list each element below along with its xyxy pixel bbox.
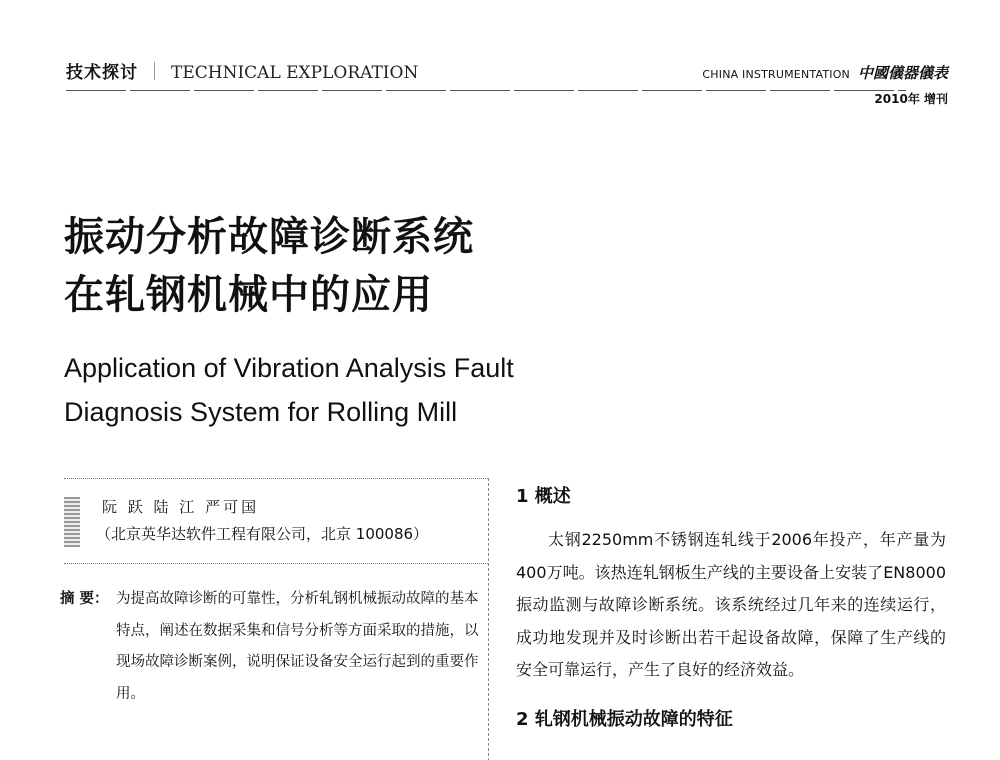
title-en-line-2: Diagnosis System for Rolling Mill bbox=[64, 397, 458, 427]
section-header bbox=[66, 58, 418, 83]
section-2-heading: 2 轧钢机械振动故障的特征 bbox=[516, 708, 733, 730]
header-divider bbox=[154, 62, 155, 80]
journal-name-cn: 中國儀器儀表 bbox=[857, 64, 948, 82]
paper-title-en bbox=[64, 346, 514, 434]
journal-header bbox=[702, 62, 948, 83]
author-box bbox=[64, 479, 488, 564]
title-en-line-1: Application of Vibration Analysis Fault bbox=[64, 353, 514, 383]
abstract-label: 摘 要： bbox=[60, 591, 109, 607]
issue-label: 2010年 增刊 bbox=[874, 92, 948, 106]
author-names: 阮 跃 陆 江 严可国 bbox=[102, 498, 260, 516]
abstract-text: 为提高故障诊断的可靠性，分析轧钢机械振动故障的基本特点，阐述在数据采集和信号分析等方面采取的措施，以现场故障诊断案例，说明保证设备安全运行起到的重要作用。 bbox=[116, 591, 479, 702]
right-column bbox=[516, 482, 946, 731]
scan-stamp bbox=[64, 497, 80, 547]
section-label-cn: 技术探讨 bbox=[66, 63, 138, 83]
left-column bbox=[60, 478, 488, 710]
column-divider bbox=[488, 478, 489, 760]
author-affiliation: （北京英华达软件工程有限公司，北京 100086） bbox=[96, 525, 429, 543]
section-label-en: TECHNICAL EXPLORATION bbox=[171, 63, 419, 83]
section-1-heading: 1 概述 bbox=[516, 486, 571, 507]
header-rule bbox=[66, 90, 906, 91]
paper-title-cn bbox=[64, 208, 474, 324]
abstract bbox=[60, 584, 488, 710]
title-cn-line-2: 在轧钢机械中的应用 bbox=[64, 272, 433, 318]
title-cn-line-1: 振动分析故障诊断系统 bbox=[64, 214, 474, 260]
section-1-body: 太钢2250mm不锈钢连轧线于2006年投产，年产量为400万吨。该热连轧钢板生产线的主要设备上安装了EN8000振动监测与故障诊断系统。该系统经过几年来的连续运行，成功地发现并及时诊断出若干起设备故障，保障了生产线的安全可靠运行，产生了良好的经济效益。 bbox=[516, 530, 946, 679]
journal-name-en: CHINA INSTRUMENTATION bbox=[702, 68, 850, 81]
